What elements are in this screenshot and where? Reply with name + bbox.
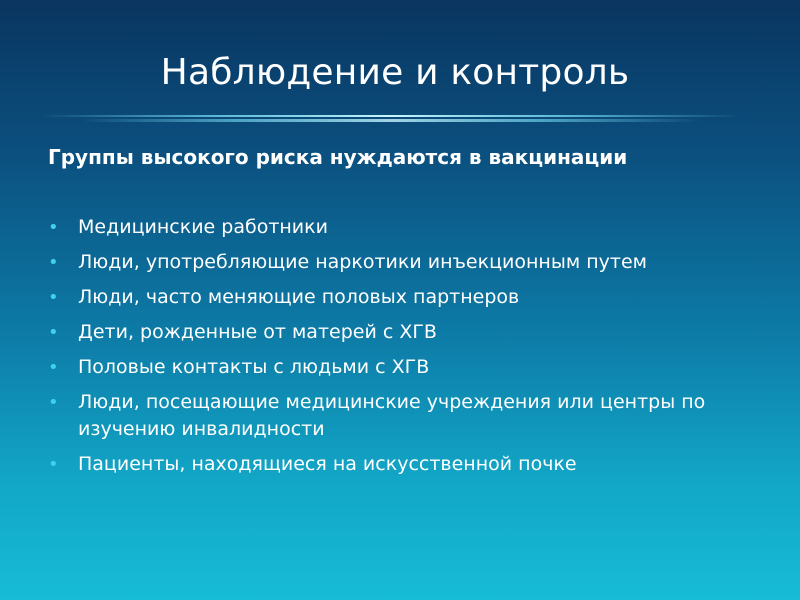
slide-subtitle: Группы высокого риска нуждаются в вакцинации xyxy=(48,145,628,169)
bullet-list xyxy=(48,214,768,486)
bullet-item xyxy=(48,249,768,276)
bullet-item xyxy=(48,214,768,241)
bullet-text: Медицинские работники xyxy=(78,216,328,238)
title-divider xyxy=(40,113,740,125)
bullet-dot-icon: • xyxy=(48,322,59,343)
bullet-item xyxy=(48,319,768,346)
bullet-item xyxy=(48,389,768,443)
bullet-text: Люди, посещающие медицинские учреждения или центры по изучению инвалидности xyxy=(78,391,706,440)
bullet-dot-icon: • xyxy=(48,287,59,308)
bullet-item xyxy=(48,451,768,478)
slide-title: Наблюдение и контроль xyxy=(160,52,630,93)
bullet-dot-icon: • xyxy=(48,252,59,273)
bullet-text: Половые контакты с людьми с ХГВ xyxy=(78,356,430,378)
bullet-dot-icon: • xyxy=(48,454,59,475)
bullet-dot-icon: • xyxy=(48,217,59,238)
bullet-item xyxy=(48,354,768,381)
bullet-dot-icon: • xyxy=(48,392,59,413)
bullet-text: Дети, рожденные от матерей с ХГВ xyxy=(78,321,437,343)
bullet-dot-icon: • xyxy=(48,357,59,378)
bullet-text: Люди, часто меняющие половых партнеров xyxy=(78,286,520,308)
bullet-text: Пациенты, находящиеся на искусственной почке xyxy=(78,453,577,475)
bullet-item xyxy=(48,284,768,311)
bullet-text: Люди, употребляющие наркотики инъекционным путем xyxy=(78,251,647,273)
